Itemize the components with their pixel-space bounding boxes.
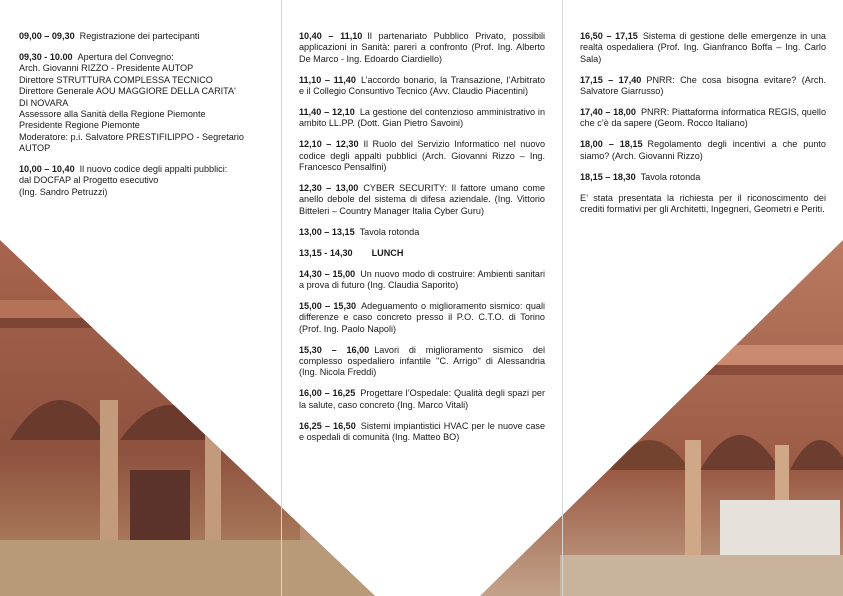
speaker-line: Direttore Generale AOU MAGGIORE DELLA CARITA' [19, 86, 236, 97]
program-entry [19, 31, 269, 42]
program-entry [299, 421, 545, 444]
entry-time: 10,40 – 11,10 [299, 31, 363, 41]
entry-text: Registrazione dei partecipanti [79, 31, 200, 41]
fold-line-left [281, 0, 282, 596]
entry-time: 09,00 – 09,30 [19, 31, 75, 41]
program-entry [19, 164, 269, 198]
program-entry [580, 139, 826, 162]
program-column-2 [299, 31, 545, 453]
entry-text: Il nuovo codice degli appalti pubblici: [79, 164, 228, 175]
program-entry [580, 172, 826, 183]
entry-text: Apertura del Convegno: [77, 51, 174, 62]
entry-time: 15,00 – 15,30 [299, 300, 357, 311]
entry-time: 11,10 – 11,40 [299, 74, 356, 85]
program-entry [580, 75, 826, 98]
entry-text: La gestione del contenzioso amministrativo in ambito LL.PP. (Dott. Gian Pietro Savoini) [299, 107, 546, 129]
program-entry [580, 107, 826, 130]
speaker-line: Presidente Regione Piemonte [19, 120, 140, 131]
entry-time: 16,50 – 17,15 [580, 31, 638, 41]
entry-text: Tavola rotonda [359, 226, 420, 237]
entry-text: Lavori di miglioramento sismico del complesso ospedaliero infantile ''C. Arrigo'' di Alessandria (Ing. Nicola Freddi) [299, 344, 546, 378]
entry-text: Il partenariato Pubblico Privato, possibili applicazioni in Sanità: pareri a confronto (Prof. Ing. Alberto De Marco - Ing. Edoardo Ciardiello) [299, 31, 546, 64]
lunch-label: LUNCH [371, 247, 404, 258]
fold-line-right [562, 0, 563, 596]
entry-text: L’accordo bonario, la Transazione, l’Arbitrato e il Collegio Consuntivo Tecnico (Avv. Claudio Piacentini) [299, 74, 546, 97]
entry-time: 09,30 - 10.00 [19, 51, 73, 62]
entry-time: 13,00 – 13,15 [299, 226, 355, 237]
program-entry [299, 31, 545, 65]
speaker-line: DI NOVARA [19, 97, 69, 108]
entry-time: 17,15 – 17,40 [580, 74, 642, 85]
entry-time: 10,00 – 10,40 [19, 164, 75, 175]
entry-text: Il Ruolo del Servizio Informatico nel nuovo codice degli appalti pubblici (Arch. Giovanni Rizzo – Ing. Francesco Pensalfini) [299, 139, 546, 173]
program-entry [299, 107, 545, 130]
program-entry [580, 31, 826, 65]
entry-time: 17,40 – 18,00 [580, 107, 636, 118]
speaker-line: Arch. Giovanni RIZZO - Presidente AUTOP [19, 63, 194, 74]
program-entry [299, 227, 545, 238]
entry-text: Tavola rotonda [640, 171, 701, 182]
entry-time: 16,25 – 16,50 [299, 420, 356, 431]
entry-text: Progettare l’Ospedale: Qualità degli spazi per la salute, caso concreto (Ing. Marco Vitali) [299, 388, 545, 410]
entry-text: PNRR: Che cosa bisogna evitare? (Arch. Salvatore Giarrusso) [580, 74, 827, 97]
program-entry [299, 75, 545, 98]
program-entry [19, 52, 269, 155]
entry-text: CYBER SECURITY: Il fattore umano come anello debole del sistema di difesa aziendale. (Ing. Vittorio Bitteleri – Country Manager Italia Cyber Guru) [299, 183, 546, 216]
entry-time: 13,15 - 14,30 [299, 247, 353, 258]
speaker-line: Direttore STRUTTURA COMPLESSA TECNICO [19, 74, 213, 85]
program-entry [299, 345, 545, 379]
entry-time: 18,00 – 18,15 [580, 139, 643, 150]
entry-time: 12,10 – 12,30 [299, 139, 359, 150]
entry-text: Regolamento degli incentivi a che punto siamo? (Arch. Giovanni Rizzo) [580, 139, 826, 161]
speaker-line: Assessore alla Sanità della Regione Piemonte [19, 108, 206, 119]
credits-note: E’ stata presentata la richiesta per il riconoscimento dei crediti formativi per gli Architetti, Ingegneri, Geometri e Periti. [580, 192, 826, 214]
entry-time: 14,30 – 15,00 [299, 268, 356, 279]
program-column-3 [580, 31, 826, 225]
entry-text: Un nuovo modo di costruire: Ambienti sanitari a prova di futuro (Ing. Claudia Saporito) [299, 268, 546, 290]
entry-time: 11,40 – 12,10 [299, 107, 355, 118]
entry-time: 12,30 – 13,00 [299, 183, 359, 194]
entry-time: 15,30 – 16,00 [299, 344, 370, 355]
entry-line: dal DOCFAP al Progetto esecutivo [19, 175, 159, 186]
entry-time: 18,15 – 18,30 [580, 171, 636, 182]
entry-time: 16,00 – 16,25 [299, 388, 356, 399]
program-column-1 [19, 31, 269, 208]
entry-text: Sistemi impiantistici HVAC per le nuove case e ospedali di comunità (Ing. Matteo BO) [299, 420, 546, 443]
program-entry [299, 269, 545, 292]
entry-text: Adeguamento o miglioramento sismico: quali differenze e caso concreto presso il P.O. C.T.O. di Torino (Prof. Ing. Paolo Napoli) [299, 300, 545, 334]
program-entry [299, 388, 545, 411]
program-entry [299, 139, 545, 173]
speaker-line: Moderatore: p.i. Salvatore PRESTIFILIPPO - Segretario [19, 131, 244, 142]
program-entry [299, 183, 545, 217]
program-entry-lunch [299, 248, 545, 259]
program-entry [299, 301, 545, 335]
entry-text: PNRR: Piattaforma informatica REGIS, quello che c’è da sapere (Geom. Rocco Italiano) [580, 107, 827, 129]
entry-line: (Ing. Sandro Petruzzi) [19, 186, 108, 197]
entry-text: Sistema di gestione delle emergenze in una realtà ospedaliera (Prof. Ing. Gianfranco Boffa – Ing. Carlo Sala) [580, 31, 826, 64]
speaker-line: AUTOP [19, 143, 51, 154]
